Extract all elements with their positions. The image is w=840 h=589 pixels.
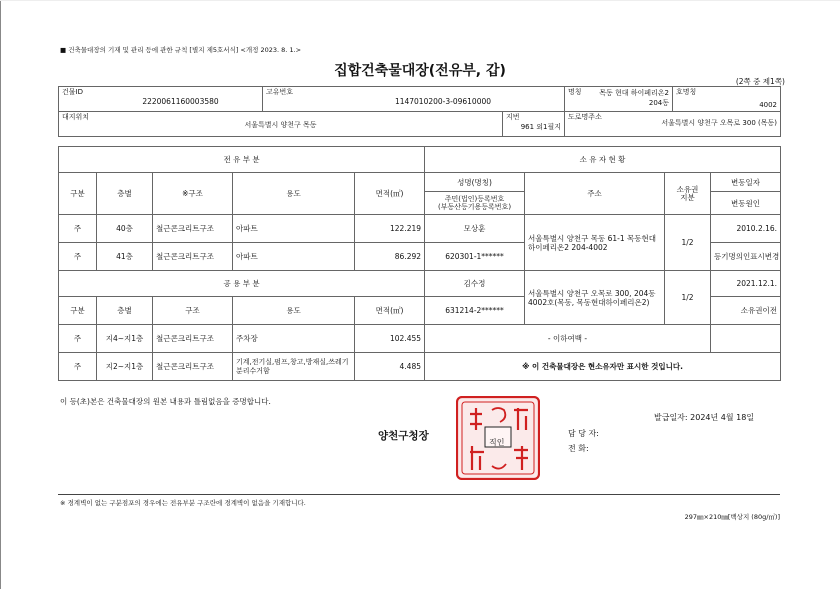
owner-1-date: 2010.2.16. — [711, 215, 781, 243]
owner-1-share: 1/2 — [665, 215, 711, 271]
contact-phone: 전 화: — [568, 444, 589, 453]
common-row-2-floor: 지2~지1층 — [97, 353, 153, 381]
col-change-cause: 변동원인 — [711, 192, 781, 215]
exclusive-row-1-area: 122.219 — [355, 215, 425, 243]
certify-statement: 이 등(초)본은 건축물대장의 원본 내용과 틀림없음을 증명합니다. — [60, 397, 271, 406]
page-edge — [0, 0, 1, 589]
col-owner-name: 성명(명칭) — [425, 173, 525, 192]
owner-2-regno: 631214-2****** — [425, 297, 525, 325]
col-type: 구분 — [59, 173, 97, 215]
owner-note: ※ 이 건축물대장은 현소유자만 표시한 것입니다. — [425, 353, 781, 381]
building-id-cell — [59, 87, 263, 112]
owner-1-name: 모상훈 — [425, 215, 525, 243]
name-label: 명칭 — [568, 88, 582, 96]
exclusive-row-1-type: 주 — [59, 215, 97, 243]
col-use: 용도 — [233, 173, 355, 215]
name-value-line1: 목동 현대 하이페리온2 — [599, 89, 670, 97]
owner-2-date: 2021.12.1. — [711, 271, 781, 297]
exclusive-row-2-use: 아파트 — [233, 243, 355, 271]
common-row-2-area: 4.485 — [355, 353, 425, 381]
issue-date: 발급일자: 2024년 4월 18일 — [654, 413, 755, 422]
page-edge-top — [0, 0, 840, 1]
unit-label: 호명칭 — [676, 88, 697, 96]
seal-label: 직인 — [489, 438, 505, 447]
common-col-type: 구분 — [59, 297, 97, 325]
col-owner-share: 소유권 지분 — [665, 173, 711, 215]
document-title: 집합건축물대장(전유부, 갑) — [334, 63, 506, 79]
paper-spec: 297㎜×210㎜[백상지 (80g/㎡)] — [684, 513, 780, 521]
exclusive-row-1-floor: 40층 — [97, 215, 153, 243]
col-owner-regno: 주민(법인)등록번호 (부동산등기용등록번호) — [425, 192, 525, 215]
footer-note: ※ 경계벽이 없는 구분점포의 경우에는 전유부분 구조란에 경계벽이 없음을 기재합니다. — [60, 499, 306, 507]
exclusive-row-2-area: 86.292 — [355, 243, 425, 271]
unique-no-cell — [263, 87, 565, 112]
owner-1-address: 서울특별시 양천구 목동 61-1 목동현대하이페리온2 204-4002 — [525, 215, 665, 271]
lot-label: 지번 — [506, 113, 520, 121]
common-row-2-structure: 철근콘크리트구조 — [153, 353, 233, 381]
location-cell — [59, 112, 503, 137]
common-col-structure: 구조 — [153, 297, 233, 325]
name-value-line2: 204동 — [648, 99, 670, 107]
law-reference: ■ 건축물대장의 기재 및 관리 등에 관한 규칙 [별지 제5호서식] <개정 2023. 8. 1.> — [60, 46, 302, 54]
owner-1-cause: 등기명의인표시변경 — [711, 243, 781, 271]
building-id-value: 2220061160003580 — [142, 97, 219, 106]
page-label: (2쪽 중 제1쪽) — [735, 77, 785, 86]
issuer-name: 양천구청장 — [378, 430, 429, 442]
lot-cell — [503, 112, 565, 137]
owner-end-mark: - 이하여백 - — [425, 325, 711, 353]
common-row-1-use: 주차장 — [233, 325, 355, 353]
unique-no-label: 고유번호 — [266, 88, 294, 96]
road-value: 서울특별시 양천구 오목로 300 (목동) — [661, 119, 778, 127]
common-row-2-type: 주 — [59, 353, 97, 381]
common-row-1-floor: 지4~지1층 — [97, 325, 153, 353]
owner-1-regno: 620301-1****** — [425, 243, 525, 271]
lot-value: 961 외1필지 — [520, 123, 562, 131]
info-table — [58, 86, 781, 137]
col-change-date: 변동일자 — [711, 173, 781, 192]
owner-section-title: 소 유 자 현 황 — [425, 147, 781, 173]
common-col-area: 면적(㎡) — [355, 297, 425, 325]
location-label: 대지위치 — [62, 113, 90, 121]
road-cell — [565, 112, 781, 137]
unit-value: 4002 — [759, 101, 778, 109]
owner-2-share: 1/2 — [665, 271, 711, 325]
common-row-2-use: 기계,전기실,펌프,창고,방재실,쓰레기분리수거함 — [233, 353, 355, 381]
footer-rule — [58, 494, 780, 495]
col-owner-address: 주소 — [525, 173, 665, 215]
col-floor: 층별 — [97, 173, 153, 215]
exclusive-row-2-type: 주 — [59, 243, 97, 271]
building-id-label: 건물ID — [62, 88, 83, 96]
exclusive-section-title: 전 유 부 분 — [59, 147, 425, 173]
exclusive-row-2-structure: 철근콘크리트구조 — [153, 243, 233, 271]
common-row-1-type: 주 — [59, 325, 97, 353]
exclusive-row-1-use: 아파트 — [233, 215, 355, 243]
owner-2-address: 서울특별시 양천구 오목로 300, 204동 4002호(목동, 목동현대하이페리온2) — [525, 271, 665, 325]
common-row-1-area: 102.455 — [355, 325, 425, 353]
exclusive-row-2-floor: 41층 — [97, 243, 153, 271]
main-table — [58, 146, 781, 381]
common-col-floor: 층별 — [97, 297, 153, 325]
unique-no-value: 1147010200-3-09610000 — [394, 97, 492, 106]
blank-cell — [711, 325, 781, 353]
exclusive-row-1-structure: 철근콘크리트구조 — [153, 215, 233, 243]
contact-person: 담 당 자: — [568, 429, 599, 438]
common-section-title: 공 용 부 분 — [59, 271, 425, 297]
owner-2-cause: 소유권이전 — [711, 297, 781, 325]
unit-cell — [673, 87, 781, 112]
col-structure: ※구조 — [153, 173, 233, 215]
col-area: 면적(㎡) — [355, 173, 425, 215]
common-row-1-structure: 철근콘크리트구조 — [153, 325, 233, 353]
name-cell — [565, 87, 673, 112]
road-label: 도로명주소 — [568, 113, 602, 121]
location-value: 서울특별시 양천구 목동 — [244, 121, 317, 129]
owner-2-name: 김수정 — [425, 271, 525, 297]
common-col-use: 용도 — [233, 297, 355, 325]
